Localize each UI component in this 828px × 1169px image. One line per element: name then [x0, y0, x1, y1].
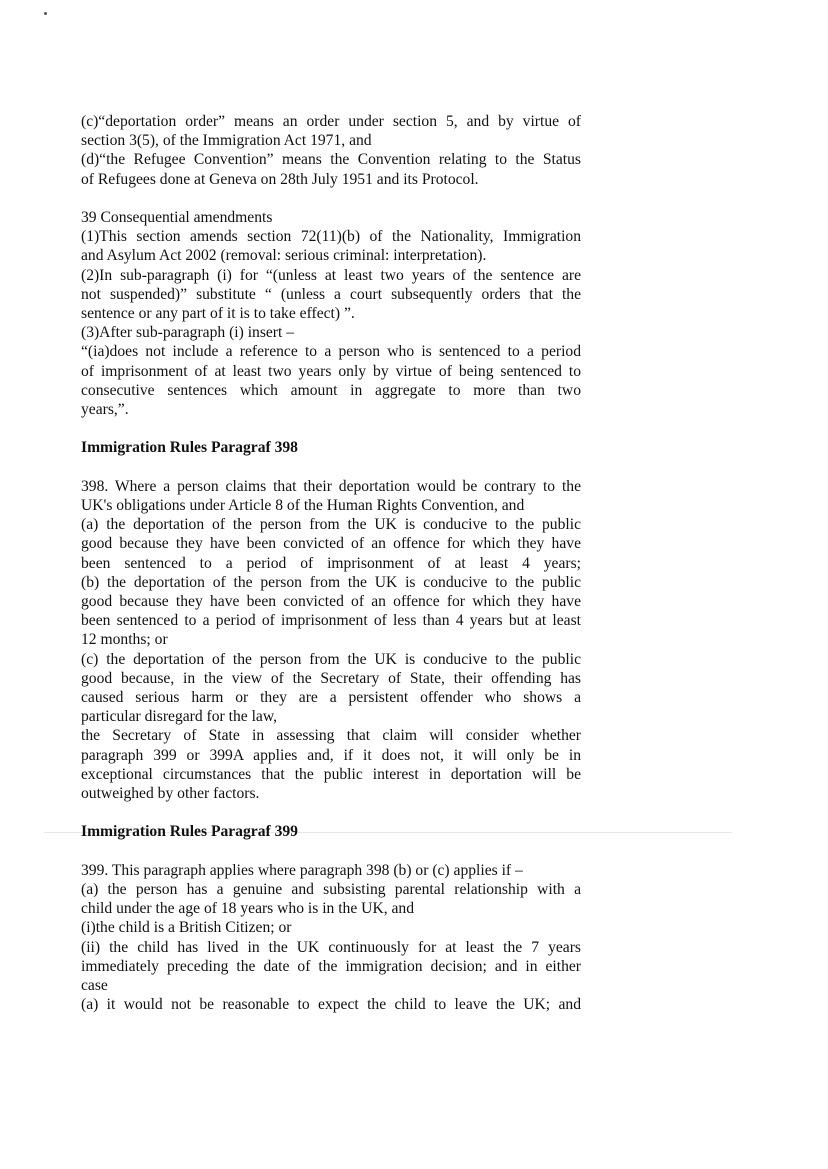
- text-line: (1)This section amends section 72(11)(b) of the Nationality, Immigration: [81, 228, 581, 246]
- text-line: the Secretary of State in assessing that claim will consider whether: [81, 727, 581, 745]
- text-line: good because they have been convicted of an offence for which they have: [81, 535, 581, 553]
- text-line: particular disregard for the law,: [81, 708, 277, 726]
- text-line: (d)“the Refugee Convention” means the Convention relating to the Status: [81, 151, 581, 169]
- text-line: 398. Where a person claims that their deportation would be contrary to the: [81, 477, 581, 495]
- section-title: 39 Consequential amendments: [81, 209, 273, 226]
- text-line: (a) the deportation of the person from the UK is conducive to the public: [81, 516, 581, 534]
- text-line: 399. This paragraph applies where paragraph 398 (b) or (c) applies if –: [81, 861, 523, 879]
- text-line: sentence or any part of it is to take effect) ”.: [81, 305, 355, 323]
- scan-speck: [44, 12, 47, 15]
- text-line: been sentenced to a period of imprisonment of less than 4 years but at least: [81, 612, 581, 630]
- paragraph-399: [81, 861, 581, 1015]
- text-line: years,”.: [81, 401, 129, 419]
- paragraph-gap: [81, 842, 581, 861]
- text-line: (a) the person has a genuine and subsisting parental relationship with a: [81, 881, 581, 899]
- text-line: (ii) the child has lived in the UK continuously for at least the 7 years: [81, 938, 581, 956]
- text-line: (i)the child is a British Citizen; or: [81, 919, 292, 937]
- text-line: (b) the deportation of the person from the UK is conducive to the public: [81, 573, 581, 591]
- text-line: good because they have been convicted of an offence for which they have: [81, 593, 581, 611]
- text-line: child under the age of 18 years who is in the UK, and: [81, 900, 415, 918]
- text-line: 12 months; or: [81, 631, 168, 649]
- text-line: case: [81, 977, 108, 995]
- text-line: “(ia)does not include a reference to a person who is sentenced to a period: [81, 343, 581, 361]
- text-line: immediately preceding the date of the immigration decision; and in either: [81, 957, 581, 975]
- text-line: been sentenced to a period of imprisonment of at least 4 years;: [81, 554, 581, 572]
- text-line: (3)After sub-paragraph (i) insert –: [81, 324, 295, 342]
- text-line: section 3(5), of the Immigration Act 1971, and: [81, 132, 372, 150]
- paragraph-gap: [81, 458, 581, 477]
- text-line: paragraph 399 or 399A applies and, if it does not, it will only be in: [81, 746, 581, 764]
- text-line: consecutive sentences which amount in aggregate to more than two: [81, 381, 581, 399]
- text-line: not suspended)” substitute “ (unless a court subsequently orders that the: [81, 285, 581, 303]
- text-line: (2)In sub-paragraph (i) for “(unless at least two years of the sentence are: [81, 266, 581, 284]
- heading-paragraf-399: Immigration Rules Paragraf 399: [81, 823, 298, 841]
- text-line: exceptional circumstances that the public interest in deportation will be: [81, 765, 581, 783]
- text-line: outweighed by other factors.: [81, 785, 260, 803]
- text-line: of imprisonment of at least two years only by virtue of being sentenced to: [81, 362, 581, 380]
- paragraph-398: [81, 477, 581, 803]
- text-line: good because, in the view of the Secretary of State, their offending has: [81, 669, 581, 687]
- definitions-paragraph: [81, 112, 581, 189]
- paragraph-gap: [81, 189, 581, 208]
- document-page: [81, 112, 581, 1014]
- consequential-amendments-section: [81, 208, 581, 419]
- text-line: (c)“deportation order” means an order under section 5, and by virtue of: [81, 113, 581, 130]
- paragraph-gap: [81, 419, 581, 438]
- text-line: (a) it would not be reasonable to expect the child to leave the UK; and: [81, 996, 581, 1014]
- paragraph-gap: [81, 803, 581, 822]
- text-line: UK's obligations under Article 8 of the Human Rights Convention, and: [81, 497, 525, 515]
- text-line: caused serious harm or they are a persistent offender who shows a: [81, 689, 581, 707]
- text-line: and Asylum Act 2002 (removal: serious criminal: interpretation).: [81, 247, 487, 265]
- text-line: of Refugees done at Geneva on 28th July 1951 and its Protocol.: [81, 170, 479, 188]
- text-line: (c) the deportation of the person from the UK is conducive to the public: [81, 650, 581, 668]
- heading-paragraf-398: Immigration Rules Paragraf 398: [81, 439, 298, 457]
